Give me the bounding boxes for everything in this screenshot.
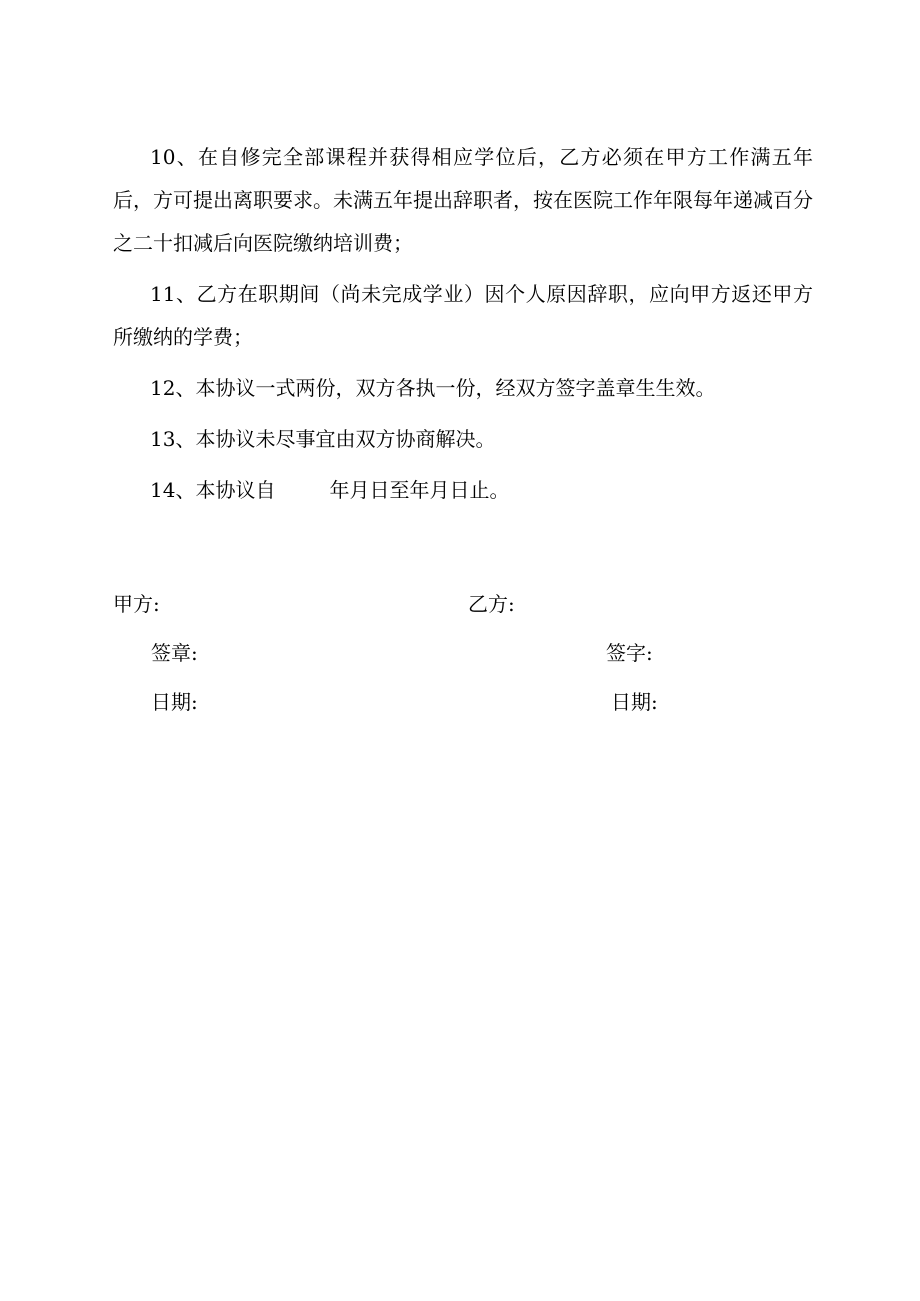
clause-14 [113,469,813,512]
party-b-date-label: 日期: [611,690,658,714]
clause-11: 11、乙方在职期间（尚未完成学业）因个人原因辞职，应向甲方返还甲方所缴纳的学费； [113,282,813,349]
party-b-signature-label: 签字: [606,641,653,665]
clause-13: 13、本协议未尽事宜由双方协商解决。 [150,427,496,451]
clause-10: 10、在自修完全部课程并获得相应学位后，乙方必须在甲方工作满五年后，方可提出离职要求。未满五年提出辞职者，按在医院工作年限每年递减百分之二十扣减后向医院缴纳培训费； [113,145,813,255]
clause-14-start: 14、本协议自 [150,478,276,502]
agreement-clauses [113,136,813,520]
clause-12: 12、本协议一式两份，双方各执一份，经双方签字盖章生生效。 [150,376,716,400]
party-b-label: 乙方: [468,592,515,616]
party-a-seal-label: 签章: [151,641,198,665]
party-a-date-label: 日期: [151,690,198,714]
clause-14-end: 年月日至年月日止。 [329,478,510,502]
party-a-label: 甲方: [113,592,160,616]
